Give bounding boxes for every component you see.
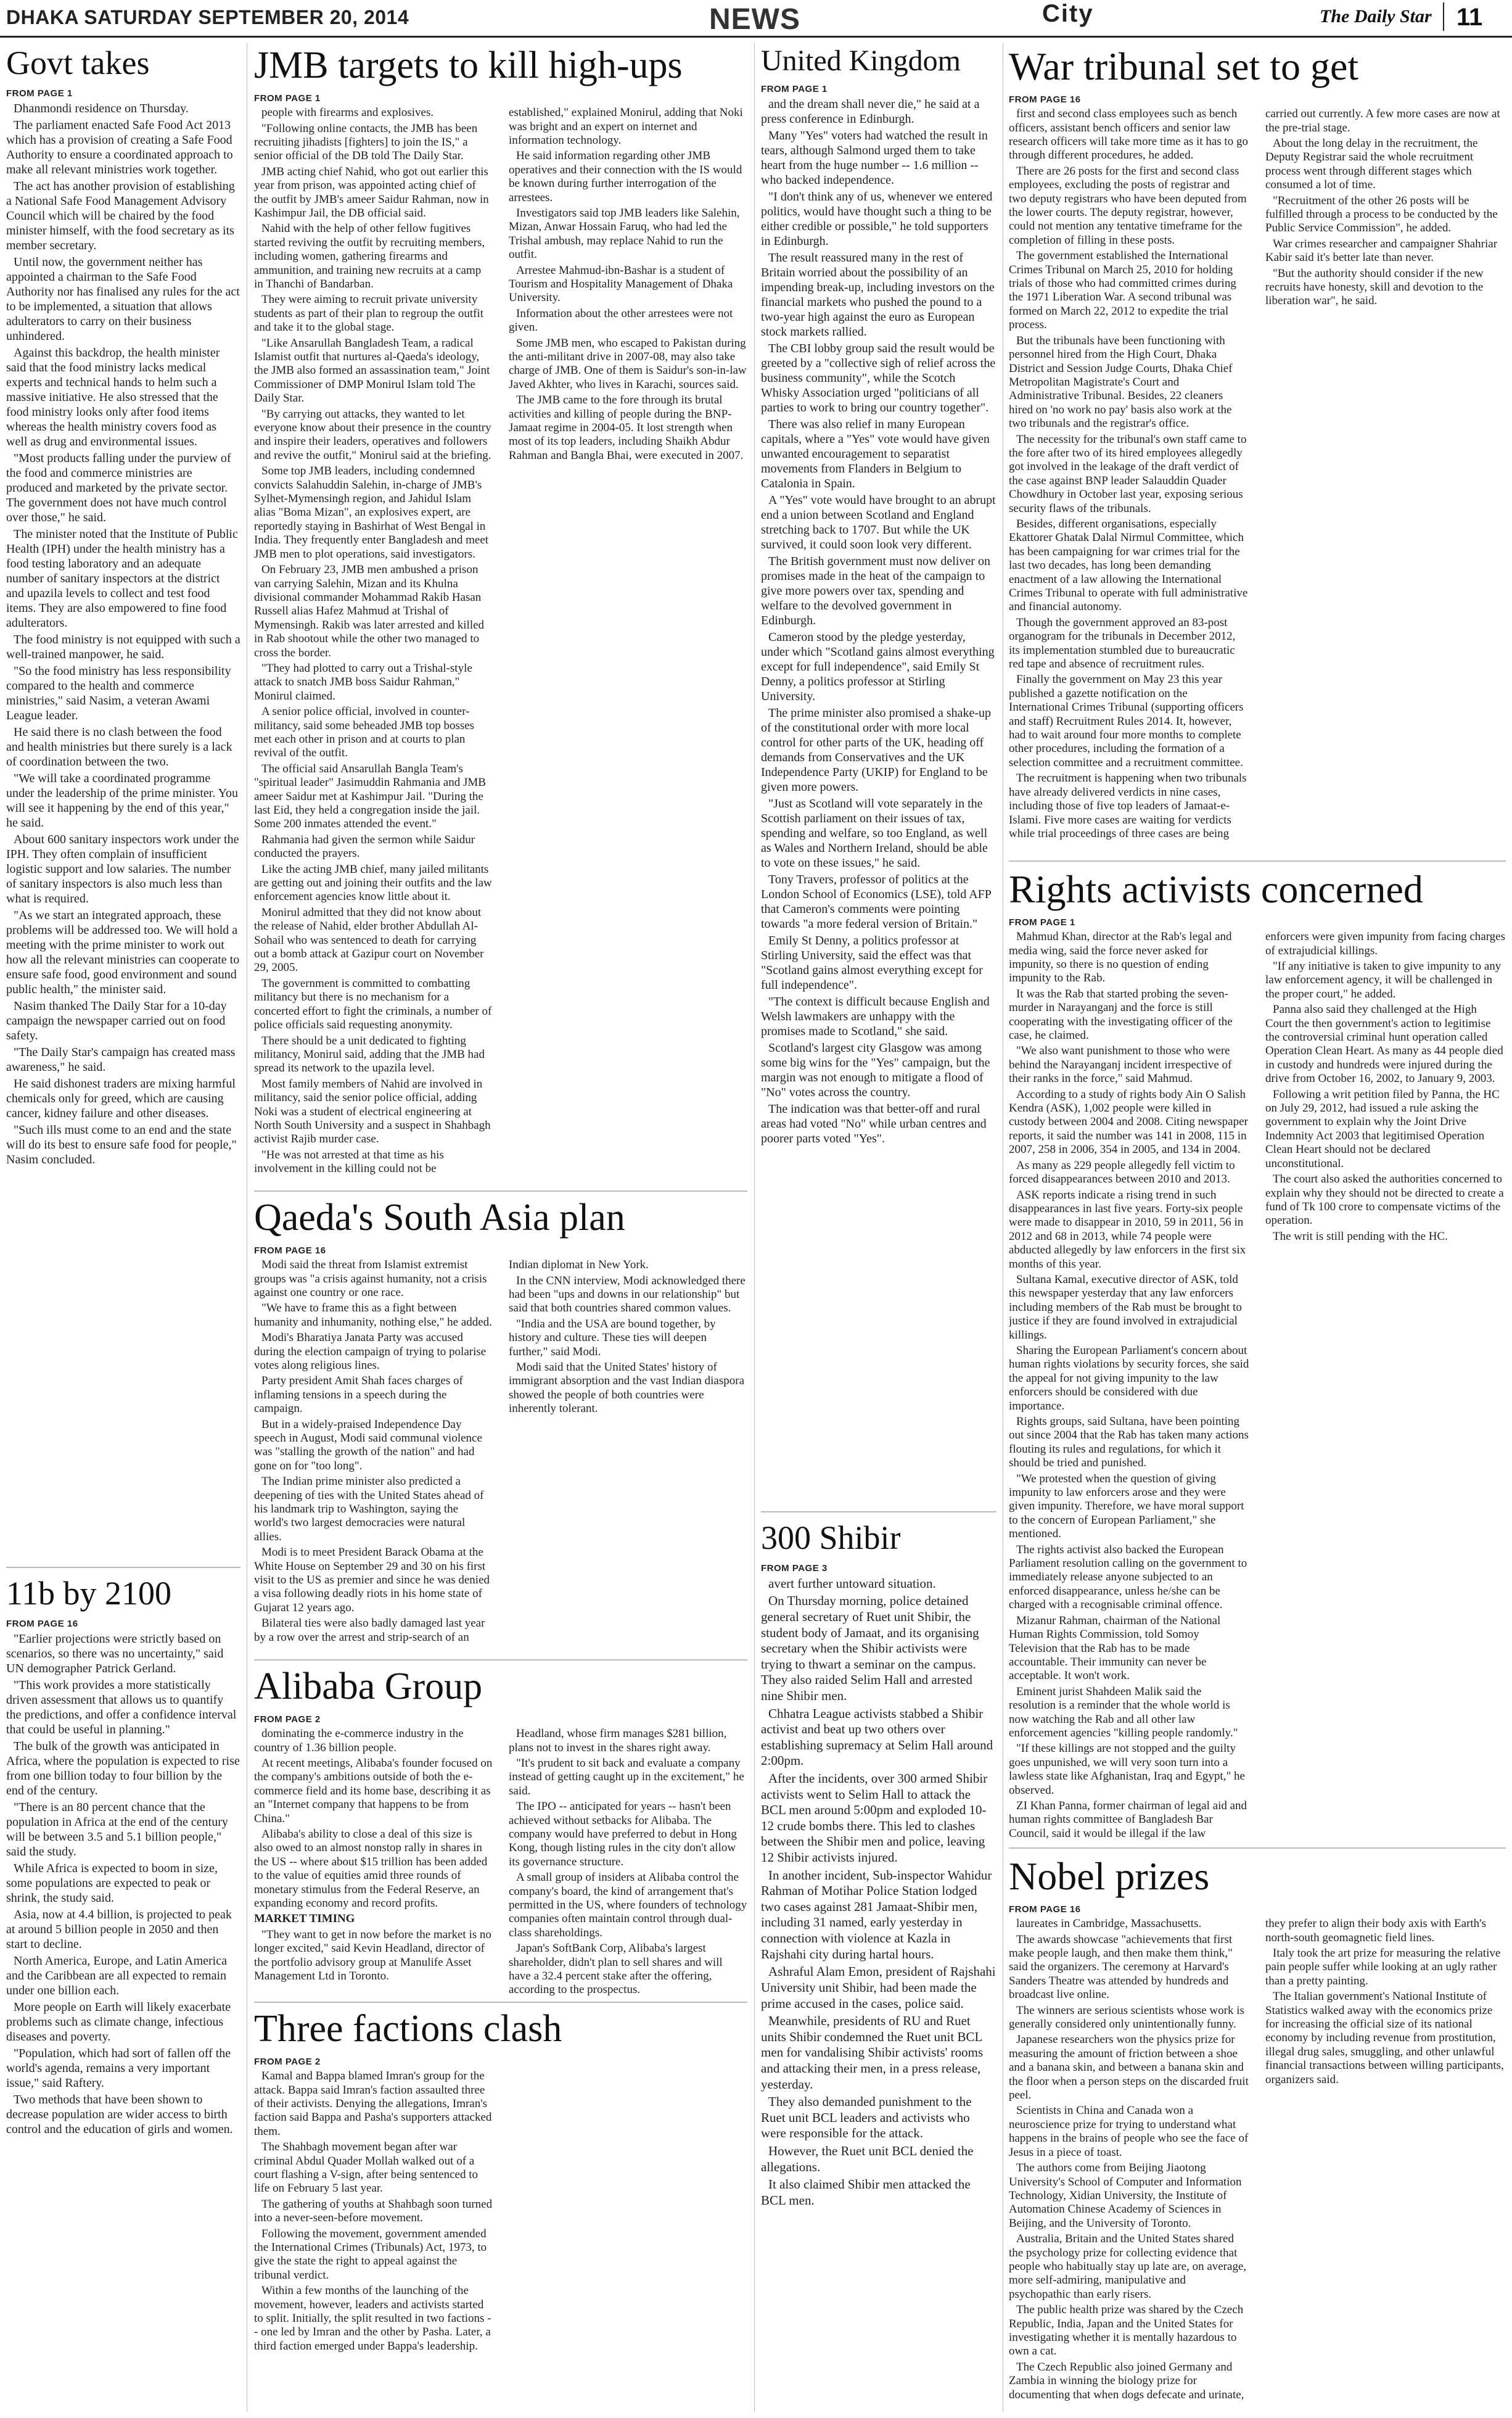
paragraph: The government established the International Crimes Tribunal on March 25, 2010 for holding trials of those who had committed crimes during the 1971 Liberation War. A second tribunal was formed on March 22, 2012 to expedite the trial process. [1009,249,1236,332]
story-body [761,97,996,1146]
story-body [1009,1917,1506,2412]
story-body [761,1576,996,2209]
kicker: FROM PAGE 16 [6,1618,78,1629]
paragraph: Finally the government on May 23 this year published a gazette notification on the International Crimes Tribunal (supporting officers and staff) Recruitment Rules 2014. It, however, had to wait around four more months to complete other procedures, including the formation of a selection committee and a recruitment committee. [1009,673,1244,769]
paragraph: Scotland's largest city Glasgow was among some big wins for the "Yes" campaign, but the margin was not enough to mitigate a flood of "No" votes across the country. [761,1041,990,1100]
paragraph: Sultana Kamal, executive director of ASK, told this newspaper yesterday that any law enforcers including members of the Rab must be brought to justice if they are found involved in extrajudicial killings. [1009,1273,1242,1342]
paragraph: "Population, which had sort of fallen off the world's agenda, remains a very important issue," said Raftery. [6,2046,231,2090]
paragraph: "I don't think any of us, whenever we entered politics, would have thought such a thing to be either credible or possible," he told supporters in Edinburgh. [761,190,993,249]
paragraph: Until now, the government neither has appointed a chairman to the Safe Food Authority nor has finalised any rules for the act to be implemented, a situation that allows adulterators to carry on their business unhindered. [6,255,240,343]
paragraph: Bilateral ties were also badly damaged last year by a row over the arrest and strip-search of an Indian diplomat in New York. [254,1258,649,1644]
story-three-factions-clash [254,2009,747,2412]
kicker: FROM PAGE 16 [1009,1904,1081,1915]
kicker: FROM PAGE 1 [761,84,828,95]
paragraph: The act has another provision of establishing a National Safe Food Management Advisory Council which will be chaired by the food minister himself, with the food secretary as its member secretary. [6,179,235,252]
paragraph: The food ministry is not equipped with such a well-trained manpower, he said. [6,632,240,661]
paragraph: "So the food ministry has less responsibility compared to the health and commerce ministries," said Nasim, a veteran Awami League leader. [6,664,231,722]
paragraph: Against this backdrop, the health minister said that the food ministry lacks medical experts and technical hands to helm such a massive initiative. He also stressed that the food ministry looks only after food items whereas the health ministry covers food as well as drug and environmental issues. [6,345,220,448]
paragraph: Italy took the art prize for measuring the relative pain people suffer while looking at an ugly rather than a pretty painting. [1265,1947,1501,1987]
paragraph: Meanwhile, presidents of RU and Ruet units Shibir condemned the Ruet unit BCL men for vandalising Shibir activists' rooms and attacking their men, in a press release, yesterday. [761,2013,984,2092]
paragraph: Nasim thanked The Daily Star for a 10-day campaign the newspaper carried out on food safety. [6,999,227,1042]
story-body [6,1632,240,2137]
section-rule [254,1190,747,1192]
paragraph: Headland, whose firm manages $281 billion, plans not to invest in the shares right away. [509,1727,727,1754]
paragraph: "We have to frame this as a fight between humanity and inhumanity, nothing else," he added. [254,1302,492,1329]
paragraph: Arrestee Mahmud-ibn-Bashar is a student of Tourism and Hospitality Management of Dhaka University. [509,263,733,305]
paragraph: "But the authority should consider if the new recruits have honesty, skill and devotion to the liberation war", he said. [1265,266,1484,308]
paragraph: Asia, now at 4.4 billion, is projected to peak at around 5 billion people in 2050 and then start to decline. [6,1907,232,1951]
masthead-divider [1443,2,1444,31]
kicker: FROM PAGE 1 [254,93,321,104]
paragraph: However, the Ruet unit BCL denied the allegations. [761,2144,974,2174]
paragraph: "We also want punishment to those who were behind the Narayanganj incident irrespective of their ranks in the force," said Mahmud. [1009,1044,1232,1086]
paragraph: ASK reports indicate a rising trend in such disappearances in last five years. Forty-six people were made to disappear in 2010, 59 in 2011, 56 in 2012 and 68 in 2013, while 74 people were abducted allegedly by law enforcers in the first six months of this year. [1009,1188,1246,1271]
headline: Alibaba Group [254,1667,483,1707]
story-qaeda-south-asia [254,1198,747,1653]
paragraph: Japanese researchers won the physics prize for measuring the amount of friction between a shoe and a banana skin, and between a banana skin and the floor when a person steps on the discarded fruit peel. [1009,2033,1249,2102]
paragraph: A "Yes" vote would have brought to an abrupt end a union between Scotland and England stretching back to 1707. But while the UK survived, it could soon look very different. [761,493,996,552]
paragraph: Emily St Denny, a politics professor at Stirling University, said the effect was that "Scotland gains almost everything except for full independence". [761,934,983,992]
paragraph: Investigators said top JMB leaders like Salehin, Mizan, Anwar Hossain Faruq, who had led the Trishal ambush, may replace Nahid to run the outfit. [509,206,740,262]
paragraph: The Shahbagh movement began after war criminal Abdul Quader Mollah walked out of a court flashing a V-sign, after being sentenced to life on February 5 last year. [254,2140,479,2195]
headline: JMB targets to kill high-ups [254,46,683,86]
kicker: FROM PAGE 1 [6,88,73,99]
paragraph: North America, Europe, and Latin America and the Caribbean are all expected to remain under one billion each. [6,1954,227,1997]
paragraph: "Just as Scotland will vote separately in the Scottish parliament on their issues of tax, spending and welfare, so too England, as well as Wales and Northern Ireland, should be able to vote on these issues," he said. [761,797,988,870]
headline: 300 Shibir [761,1521,901,1556]
paragraph: Many "Yes" voters had watched the result in tears, although Salmond urged them to take heart from the huge number -- 1.6 million -- who backed independence. [761,129,988,188]
paragraph: "This work provides a more statistically driven assessment that allows us to quantify the predictions, and offer a confidence interval that could be useful in planning." [6,1678,237,1736]
paragraph: laureates in Cambridge, Massachusetts. [1016,1917,1202,1931]
paragraph: Modi said that the United States' history of immigrant absorption and the vast Indian diaspora showed the people of both countries were inherently tolerant. [509,1360,745,1416]
paragraph: Dhanmondi residence on Thursday. [14,101,189,115]
paragraph: More people on Earth will likely exacerbate problems such as climate change, infectious diseases and poverty. [6,2000,231,2044]
paragraph: The Czech Republic also joined Germany and Zambia in winning the biology prize for documenting that when dogs defecate and urinate, they prefer to align their body axis with Earth's north-south geomagnetic field lines. [1009,1917,1486,2401]
paragraph: Scientists in China and Canada won a neuroscience prize for trying to understand what happens in the brains of people who see the face of Jesus in a piece of toast. [1009,2104,1249,2159]
paragraph: While Africa is expected to boom in size, some populations are expected to peak or shrink, the study said. [6,1861,218,1905]
section-label: NEWS [709,3,800,36]
paragraph: Party president Amit Shah faces charges of inflaming tensions in a speech during the campaign. [254,1374,463,1416]
paragraph: The JMB came to the fore through its brutal activities and killing of people during the BNP-Jamaat regime in 2004-05. It lost strength when most of its top leaders, including Shaikh Abdur Rahman and Bangla Bhai, were executed in 2007. [509,394,744,462]
paragraph: "They want to get in now before the market is no longer excited," said Kevin Headland, director of the portfolio advisory group at Manulife Asset Management Ltd in Toronto. [254,1928,491,1983]
paragraph: "By carrying out attacks, they wanted to let everyone know about their presence in the country and inspire their leaders, operatives and followers and revive the outfit," Monirul said at the briefing. [254,407,491,462]
paragraph: Following a writ petition filed by Panna, the HC on July 29, 2012, had issued a rule asking the government to explain why the Joint Drive Indemnity Act 2003 that legitimised Operation Clean Heart should not be declared unconstitutional. [1265,1087,1500,1170]
paragraph: The CBI lobby group said the result would be greeted by a "collective sigh of relief across the business community", while the Scotch Whisky Association urged "politicians of all parties to work to bring our country together". [761,342,996,415]
story-body [1009,107,1506,855]
section-rule [1009,1847,1506,1849]
paragraph: The rights activist also backed the European Parliament resolution calling on the government to immediately release anyone subjected to an enforced disappearance, unless he/she can be charged with a recognisable criminal offence. [1009,1543,1247,1612]
paragraph: Cameron stood by the pledge yesterday, under which "Scotland gains almost everything except for full independence", said Emily St Denny, a politics professor at Stirling University. [761,630,995,704]
story-body [254,106,747,1179]
paragraph: The Italian government's National Institute of Statistics walked away with the economics prize for increasing the official size of its national economy by including revenue from prostitution, illegal drug sales, smuggling, and other unlawful financial transactions between willing participants, organizers said. [1265,1990,1504,2086]
paragraph: "We will take a coordinated programme under the leadership of the prime minister. You will see it happening by the end of this year," he said. [6,771,239,830]
kicker: FROM PAGE 2 [254,2057,321,2068]
story-nobel-prizes [1009,1855,1506,2412]
paragraph: Like the acting JMB chief, many jailed militants are getting out and joining their outfits and the law enforcement agencies know little about it. [254,862,492,904]
paragraph: "Most products falling under the purview of the food and commerce ministries are produced and marketed by the private sector. The government does not have much control over those," he said. [6,451,231,524]
paragraph: "We protested when the question of giving impunity to law enforcers arose and they were given impunity. Therefore, we have moral support to the concern of European Parliament," she mentioned. [1009,1472,1244,1541]
paragraph: The authors come from Beijing Jiaotong University's School of Computer and Information Technology, Xidian University, the Institute of Automation Chinese Academy of Sciences in Beijing, and the University of Toronto. [1009,2161,1242,2230]
paragraph: "Such ills must come to an end and the state will do its best to ensure safe food for people," Nasim concluded. [6,1123,237,1166]
paragraph: ZI Khan Panna, former chairman of legal aid and human rights committee of Bangladesh Bar Council, said it would be illegal if the law enforcers were given impunity from facing charges of extrajudicial killings. [1009,930,1505,1840]
paragraph: But in a widely-praised Independence Day speech in August, Modi said communal violence was "stalling the growth of the nation" and had gone on for "too long". [254,1417,482,1472]
paragraph: Nahid with the help of other fellow fugitives started reviving the outfit by recruiting members, including women, gathering firearms and ammunition, and training new recruits at a camp in Thanchi of Bandarban. [254,222,485,291]
paragraph: A senior police official, involved in counter-militancy, said some beheaded JMB top bosses met each other in prison and at courts to plan revival of the outfit. [254,705,475,760]
paragraph: Besides, different organisations, especially Ekattorer Ghatak Dalal Nirmul Committee, which has been campaigning for war crimes trial for the last two decades, has long been demanding enactment of a law allowing the International Crimes Tribunal to operate with full administrative and financial autonomy. [1009,517,1248,614]
paper-logo: The Daily Star [1320,6,1432,27]
paragraph: "Following online contacts, the JMB has been recruiting jihadists [fighters] to join the IS," a senior official of the DB told The Daily Star. [254,122,478,163]
paragraph: dominating the e-commerce industry in the country of 1.36 billion people. [254,1727,464,1754]
paragraph: Mahmud Khan, director at the Rab's legal and media wing, said the force never asked for impunity, so there is no question of ending impunity to the Rab. [1009,930,1232,985]
section-rule [254,1659,747,1661]
paragraph: Some JMB men, who escaped to Pakistan during the anti-militant drive in 2007-08, may also take charge of JMB. One of them is Saidur's son-in-law Javed Akhter, who lives in Karachi, sources said. [509,336,747,391]
paragraph: In the CNN interview, Modi acknowledged there had been "ups and downs in our relationship" but said that both countries shared common values. [509,1274,746,1315]
section-rule [761,1511,996,1512]
paragraph: Rahmania had given the sermon while Saidur conducted the prayers. [254,833,475,860]
paragraph: "India and the USA are bound together, by history and culture. These ties will deepen further," said Modi. [509,1317,716,1358]
headline: Govt takes [6,46,150,81]
paragraph: Two methods that have been shown to decrease population are wider access to birth control and the education of girls and women. [6,2092,233,2136]
kicker: FROM PAGE 1 [1009,917,1075,928]
story-united-kingdom [761,46,996,1504]
subheading: MARKET TIMING [254,1912,355,1926]
dateline: DHAKA SATURDAY SEPTEMBER 20, 2014 [6,6,409,28]
paragraph: The Indian prime minister also predicted a deepening of ties with the United States ahead of his landmark trip to Washington, saying the world's two largest democracies were natural allies. [254,1475,484,1543]
paragraph: He said dishonest traders are mixing harmful chemicals only for greed, which are causing cancer, kidney failure and other diseases. [6,1076,236,1120]
paragraph: Modi said the threat from Islamist extremist groups was "a crisis against humanity, not a crisis against one country or one race. [254,1258,487,1299]
paragraph: Following the movement, government amended the International Crimes (Tribunals) Act, 1973, to give the state the right to appeal against the tribunal verdict. [254,2227,487,2282]
paragraph: "Like Ansarullah Bangladesh Team, a radical Islamist outfit that nurtures al-Qaeda's ideology, the JMB also formed an assassination team," Joint Commissioner of DMP Monirul Islam told The Daily Star. [254,336,490,405]
paragraph: The recruitment is happening when two tribunals have already delivered verdicts in nine cases, including those of five top leaders of Jamaat-e-Islami. Five more cases are waiting for verdicts while trial proceedings of three cases are being carried out currently. A few more cases are now at the pre-trial stage. [1009,107,1500,840]
paragraph: He said information regarding other JMB operatives and their connection with the IS would be known during further interrogation of the arrestees. [509,149,742,204]
story-300-shibir [761,1521,996,2412]
story-rights-activists [1009,869,1506,1841]
paragraph: The government is committed to combatting militancy but there is no mechanism for a concerted effort to fight the criminals, a number of police officials said requesting anonymity. [254,976,492,1032]
paragraph: Eminent jurist Shahdeen Malik said the resolution is a reminder that the whole world is now watching the Rab and all other law enforcement agencies "killing people randomly." [1009,1685,1238,1739]
paragraph: "As we start an integrated approach, these problems will be addressed too. We will hold a meeting with the prime minister to work out how all the relevant ministries can cooperate to ensure safe food, good environment and sound public health," the minister said. [6,908,240,996]
paragraph: "It's prudent to sit back and evaluate a company instead of getting caught up in the excitement," he said. [509,1756,744,1797]
paragraph: "If these killings are not stopped and the guilty goes unpunished, we will very soon turn into a lawless state like Afghanistan, Iraq and Egypt," he observed. [1009,1742,1245,1797]
paragraph: The court also asked the authorities concerned to explain why they should not be directed to create a fund of Tk 100 crore to compensate victims of the operation. [1265,1173,1504,1228]
paragraph: The necessity for the tribunal's own staff came to the fore after two of its hired employees allegedly got involved in the leakage of the draft verdict of the case against BNP leader Salauddin Quader Chowdhury in October last year, exposing serious security flaws of the tribunals. [1009,432,1247,515]
paragraph: About the long delay in the recruitment, the Deputy Registrar said the whole recruitment process went through different stages which consumed a lot of time. [1265,137,1478,192]
paragraph: "He was not arrested at that time as his involvement in the killing could not be established," explained Monirul, adding that Noki was bright and an expert on internet and information technology. [254,106,743,1176]
paragraph: The IPO -- anticipated for years -- hasn't been achieved without setbacks for Alibaba. The company would have preferred to debut in Hong Kong, though listing rules in the city don't allow its governance structure. [509,1800,737,1868]
paragraph: The indication was that better-off and rural areas had voted "No" while urban centres and poorer parts voted "Yes". [761,1102,987,1146]
paragraph: "If any initiative is taken to give impunity to any law enforcement agency, it will be challenged in the proper court," he added. [1265,960,1502,1001]
headline: Three factions clash [254,2009,562,2050]
paragraph: After the incidents, over 300 armed Shibir activists went to Selim Hall to attack the BCL men around 5:00pm and exploded 10-12 crude bombs there. This led to clashes between the Shibir men and police, leaving 12 Shibir activists injured. [761,1771,988,1865]
paragraph: Though the government approved an 83-post organogram for the tribunals in December 2012, its implementation stumbled due to bureaucratic red tape and absence of recruitment rules. [1009,616,1236,671]
story-body [254,1258,747,1653]
story-alibaba-group [254,1667,747,1997]
paragraph: Within a few months of the launching of the movement, however, leaders and activists started to split. Initially, the split resulted in two factions -- one led by Imran and the other by Pasha. Later, a third faction emerged under Bappa's leadership. [254,2284,491,2353]
paragraph: "There is an 80 percent chance that the population in Africa at the end of the century will be between 3.5 and 5.1 billion people," said the study. [6,1800,228,1859]
paragraph: The bulk of the growth was anticipated in Africa, where the population is expected to rise from one billion today to four billion by the end of the century. [6,1739,240,1797]
story-body [1009,930,1506,1841]
paragraph: The winners are serious scientists whose work is generally considered only unintentionally funny. [1009,2003,1244,2031]
paragraph: The gathering of youths at Shahbagh soon turned into a never-seen-before movement. [254,2197,493,2225]
paragraph: On February 23, JMB men ambushed a prison van carrying Salehin, Mizan and its Khulna divisional commander Mohammad Rakib Hasan Russell alias Hafez Mahmud at Trishal of Mymensingh. Rakib was later arrested and killed in Rab shootout while the other two managed to cross the border. [254,563,485,659]
headline: Nobel prizes [1009,1855,1210,1898]
paragraph: Chhatra League activists stabbed a Shibir activist and beat up two others over establishing supremacy at Selim Hall around 2:00pm. [761,1706,993,1768]
paragraph: He said there is no clash between the food and health ministries but there surely is a lack of coordination between the two. [6,725,232,769]
subsection-label: City [1042,0,1094,27]
paragraph: Rights groups, said Sultana, have been pointing out since 2004 that the Rab has taken many actions flouting its rules and regulations, for which it should be tried and punished. [1009,1415,1249,1470]
paragraph: There should be a unit dedicated to fighting militancy, Monirul said, adding that the JMB had spread its network to the upazila level. [254,1034,485,1075]
story-war-tribunal [1009,46,1506,855]
paragraph: But the tribunals have been functioning with personnel hired from the High Court, Dhaka District and Session Judge Courts, Dhaka Chief Metropolitan Magistrate's Court and Administrative Tribunal. Besides, 22 cleaners hired on 'no work no pay' basis also work at the two tribunals and the registrar's office. [1009,334,1233,431]
paragraph: The official said Ansarullah Bangla Team's "spiritual leader" Jasimuddin Rahmania and JMB ameer Saidur met at Kashimpur Jail. "During the last Eid, they held a congregation inside the jail. Some 200 inmates attended the event." [254,762,486,831]
section-rule [1009,860,1506,862]
headline: Qaeda's South Asia plan [254,1198,625,1239]
section-rule [6,1567,240,1568]
story-govt-takes [6,46,240,1560]
paragraph: On Thursday morning, police detained general secretary of Ruet unit Shibir, the student body of Jamaat, and its organising secretary when the Shibir activists were trying to thwart a seminar on the campus. They also raided Selim Hall and arrested nine Shibir men. [761,1593,979,1703]
paragraph: The parliament enacted Safe Food Act 2013 which has a provision of creating a Safe Food Authority to ensure a coordinated approach to make all relevant ministries work together. [6,118,233,176]
story-body [254,2069,747,2412]
paragraph: It also claimed Shibir men attacked the BCL men. [761,2177,971,2208]
paragraph: Australia, Britain and the United States shared the psychology prize for collecting evidence that people who habitually stay up late are, on average, more self-admiring, manipulative and psychopathic than early risers. [1009,2232,1247,2301]
paragraph: Panna also said they challenged at the High Court the then government's action to legitimise the controversial criminal hunt operation called Operation Clean Heart. As many as 44 people died in custody and hundreds were injured during the drive from October 16, 2002, to January 9, 2003. [1265,1003,1503,1086]
paragraph: According to a study of rights body Ain O Salish Kendra (ASK), 1,002 people were killed in custody between 2004 and 2008. Citing newspaper reports, it said the number was 141 in 2008, 115 in 2007, 258 in 2006, 354 in 2005, and 134 in 2004. [1009,1087,1248,1157]
headline: 11b by 2100 [6,1576,171,1612]
paragraph: Information about the other arrestees were not given. [509,307,733,334]
paragraph: The public health prize was shared by the Czech Republic, India, Japan and the United States for investigating whether it is mentally hazardous to own a cat. [1009,2303,1244,2358]
paragraph: The minister noted that the Institute of Public Health (IPH) under the health ministry has a food testing laboratory and an adequate number of sanitary inspectors at the district and upazila levels to collect and test food items. They are also empowered to fine food adulterators. [6,527,238,630]
paragraph: JMB acting chief Nahid, who got out earlier this year from prison, was appointed acting chief of the outfit by JMB's ameer Saidur Rahman, now in Kashimpur Jail, the DB official said. [254,165,489,220]
paragraph: Mizanur Rahman, chairman of the National Human Rights Commission, told Somoy Television that the Rab has to be made accountable. Their immunity can never be acceptable. It won't work. [1009,1614,1221,1683]
story-body [6,101,240,1167]
paragraph: Monirul admitted that they did not know about the release of Nahid, elder brother Abdullah Al-Sohail who was sentenced to death for carrying out a bomb attack at Gazipur court on November 29, 2005. [254,906,484,975]
paragraph: As many as 229 people allegedly fell victim to forced disappearances between 2010 and 2013. [1009,1158,1235,1186]
paragraph: Alibaba's ability to close a deal of this size is also owed to an almost nonstop rally in shares in the US -- where about $15 trillion has been added to the value of equities amid three rounds of monetary stimulus from the Federal Reserve, an expanding economy and record profits. [254,1827,488,1910]
paragraph: Tony Travers, professor of politics at the London School of Economics (LSE), told AFP that Cameron's comments were pointing towards "a more federal version of Britain." [761,873,992,931]
paragraph: They were aiming to recruit private university students as part of their plan to regroup the outfit and take it to the global stage. [254,293,483,334]
paragraph: Some top JMB leaders, including condemned convicts Salahuddin Salehin, in-charge of JMB's Sylhet-Mymensingh region, and Jahidul Islam alias "Boma Mizan", an explosives expert, are reportedly staying in Bashirhat of West Bengal in India. They frequently enter Bangladesh and meet JMB men to plot operations, said investigators. [254,464,489,561]
paragraph: The writ is still pending with the HC. [1273,1229,1448,1243]
paragraph: War crimes researcher and campaigner Shahriar Kabir said it's better late than never. [1265,237,1498,265]
paragraph: "Recruitment of the other 26 posts will be fulfilled through a process to be conducted by the Public Service Commission", he added. [1265,194,1498,235]
paragraph: About 600 sanitary inspectors work under the IPH. They often complain of insufficient logistic support and low salaries. The number of sanitary inspectors is also much less than what is required. [6,832,239,906]
kicker: FROM PAGE 16 [254,1245,326,1256]
story-11b-by-2100 [6,1576,240,2412]
paragraph: At recent meetings, Alibaba's founder focused on the company's ambitions outside of both the e-commerce field and its home base, describing it as an "Internet company that happens to be from China." [254,1756,493,1825]
paragraph: Ashraful Alam Emon, president of Rajshahi University unit Shibir, had been made the prime accused in the cases, police said. [761,1964,996,2011]
paragraph: The British government must now deliver on promises made in the heat of the campaign to give more powers over tax, spending and welfare to the devolved government in Edinburgh. [761,555,990,628]
paragraph: Modi is to meet President Barack Obama at the White House on September 29 and 30 on his first visit to the US as premier and since he was denied a visa following deadly riots in his home state of Gujarat 12 years ago. [254,1546,490,1614]
paragraph: first and second class employees such as bench officers, assistant bench officers and senior law research officers will take more time as it has to go through different procedures, he added. [1009,107,1248,162]
headline: War tribunal set to get [1009,46,1359,88]
masthead [0,0,1512,38]
paragraph: A small group of insiders at Alibaba control the company's board, the kind of arrangement that's permitted in the US, where founders of technology companies often maintain control through dual-class shareholdings. [509,1871,747,1939]
paragraph: "The context is difficult because English and Welsh lawmakers are unhappy with the promises made to Scotland," she said. [761,995,990,1039]
paragraph: Most family members of Nahid are involved in militancy, said the senior police official, adding Noki was a student of electrical engineering at North South University and a suspect in Shahbagh activist Rajib murder case. [254,1077,491,1146]
paragraph: In another incident, Sub-inspector Wahidur Rahman of Motihar Police Station lodged two cases against 281 Jamaat-Shibir men, including 31 named, early yesterday in connection with violence at Kazla in Rajshahi city during hartal hours. [761,1867,992,1962]
section-rule [254,2002,747,2003]
headline: Rights activists concerned [1009,869,1423,911]
headline: United Kingdom [761,46,961,77]
paragraph: avert further untoward situation. [768,1575,936,1591]
story-jmb-targets [254,46,747,1184]
paragraph: There are 26 posts for the first and second class employees, excluding the posts of registrar and two deputy registrars who have been deputed from the lower courts. The deputy registrar, however, could not mention any tentative timeframe for the completion of filling in these posts. [1009,164,1247,247]
paragraph: people with firearms and explosives. [261,106,434,120]
paragraph: "Earlier projections were strictly based on scenarios, so there was no uncertainty," said UN demographer Patrick Gerland. [6,1632,224,1675]
kicker: FROM PAGE 2 [254,1714,321,1725]
paragraph: Japan's SoftBank Corp, Alibaba's largest shareholder, didn't plan to sell shares and will have a 32.4 percent stake after the offering, according to the prospectus. [509,1942,723,1997]
kicker: FROM PAGE 16 [1009,94,1081,105]
paragraph: It was the Rab that started probing the seven-murder in Narayanganj and the force is still cooperating with the investigating officer of the case, he claimed. [1009,987,1233,1042]
paragraph: There was also relief in many European capitals, where a "Yes" vote would have given unwanted encouragement to separatist movements from Flanders in Belgium to Catalonia in Spain. [761,418,990,491]
paragraph: Sharing the European Parliament's concern about human rights violations by security forces, she said the appeal for not giving impunity to the law enforcers should be considered with due importance. [1009,1343,1249,1413]
paragraph: Kamal and Bappa blamed Imran's group for the attack. Bappa said Imran's faction assaulted three of their activists. Denying the allegations, Imran's faction said Bappa and Pasha's supporters attacked them. [254,2069,492,2138]
kicker: FROM PAGE 3 [761,1562,828,1574]
paragraph: and the dream shall never die," he said at a press conference in Edinburgh. [761,97,980,126]
paragraph: "The Daily Star's campaign has created mass awareness," he said. [6,1045,236,1074]
paragraph: The awards showcase "achievements that first make people laugh, and then make them think," said the organizers. The ceremony at Harvard's Sanders Theatre was attended by hundreds and broadcast live online. [1009,1933,1233,2002]
column-rule [754,43,755,2412]
story-body [254,1727,747,1997]
paragraph: The prime minister also promised a shake-up of the constitutional order with more local control for other parts of the UK, heading off demands from Conservatives and the UK Independence Party (UKIP) for England to be given more powers. [761,706,992,794]
paragraph: The result reassured many in the rest of Britain worried about the possibility of an impending break-up, including investors on the financial markets who pushed the pound to a two-year high against the euro as European stock markets rallied. [761,251,995,339]
page-number: 11 [1457,4,1483,31]
paragraph: Modi's Bharatiya Janata Party was accused during the election campaign of trying to polarise votes along religious lines. [254,1331,487,1372]
paragraph: They also demanded punishment to the Ruet unit BCL leaders and activists who were responsible for the attack. [761,2094,972,2141]
paragraph: "They had plotted to carry out a Trishal-style attack to snatch JMB boss Saidur Rahman," Monirul claimed. [254,661,472,703]
